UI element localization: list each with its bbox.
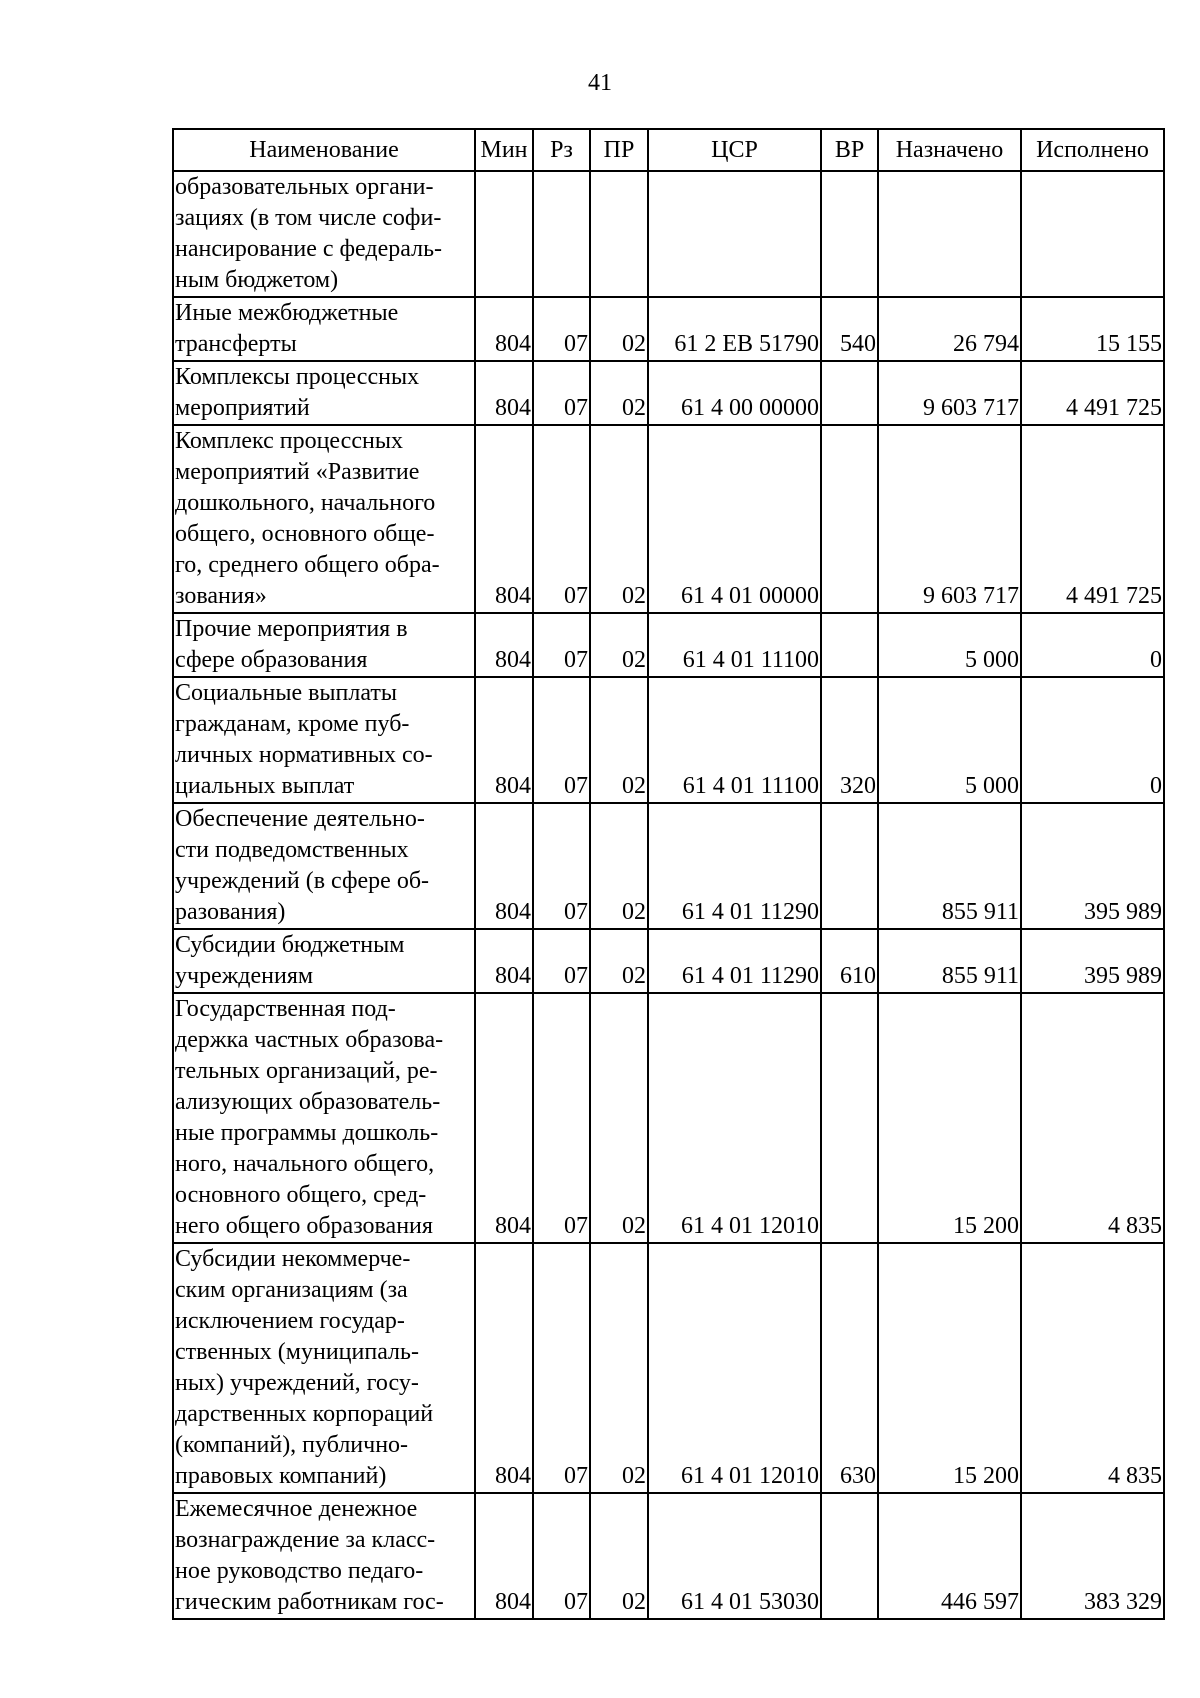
header-rz: Рз — [533, 129, 590, 171]
cell-rz: 07 — [533, 297, 590, 361]
cell-executed: 4 835 — [1021, 993, 1164, 1243]
cell-name-line: Комплексы процессных — [175, 364, 420, 390]
cell-name — [173, 677, 475, 803]
table-row — [173, 361, 1164, 425]
cell-csr — [648, 171, 821, 297]
cell-name-line: (компаний), публично- — [175, 1432, 409, 1458]
cell-name-line: разования) — [175, 899, 286, 925]
table-header-row — [173, 129, 1164, 171]
table-row — [173, 993, 1164, 1243]
cell-executed: 395 989 — [1021, 803, 1164, 929]
cell-csr: 61 4 01 12010 — [648, 1243, 821, 1493]
cell-pr — [590, 171, 648, 297]
cell-executed: 395 989 — [1021, 929, 1164, 993]
cell-min: 804 — [475, 929, 533, 993]
cell-name-line: дошкольного, начального — [175, 490, 436, 516]
cell-name-line: основного общего, сред- — [175, 1182, 427, 1208]
cell-min: 804 — [475, 1493, 533, 1619]
cell-rz: 07 — [533, 361, 590, 425]
cell-name — [173, 171, 475, 297]
cell-csr: 61 4 01 11290 — [648, 929, 821, 993]
cell-name — [173, 1243, 475, 1493]
cell-rz: 07 — [533, 929, 590, 993]
cell-assigned: 446 597 — [878, 1493, 1021, 1619]
table-body — [173, 171, 1164, 1619]
cell-csr: 61 4 01 11100 — [648, 677, 821, 803]
cell-name — [173, 425, 475, 613]
cell-csr: 61 2 ЕВ 51790 — [648, 297, 821, 361]
cell-name-line: держка частных образова- — [175, 1027, 444, 1053]
cell-name — [173, 613, 475, 677]
cell-name-line: Государственная под- — [175, 996, 396, 1022]
cell-vr: 320 — [821, 677, 878, 803]
cell-name-line: мероприятий — [175, 395, 310, 421]
cell-vr — [821, 361, 878, 425]
cell-name — [173, 803, 475, 929]
cell-csr: 61 4 01 11290 — [648, 803, 821, 929]
cell-csr: 61 4 01 00000 — [648, 425, 821, 613]
cell-vr: 630 — [821, 1243, 878, 1493]
cell-vr — [821, 425, 878, 613]
table-row — [173, 297, 1164, 361]
table-row — [173, 677, 1164, 803]
cell-rz: 07 — [533, 425, 590, 613]
cell-name-line: мероприятий «Развитие — [175, 459, 420, 485]
cell-name-line: го, среднего общего обра- — [175, 552, 440, 578]
cell-csr: 61 4 00 00000 — [648, 361, 821, 425]
cell-name-line: Прочие мероприятия в — [175, 616, 408, 642]
cell-name-line: Комплекс процессных — [175, 428, 403, 454]
cell-min: 804 — [475, 677, 533, 803]
cell-name-line: циальных выплат — [175, 773, 355, 799]
cell-name-line: ным бюджетом) — [175, 267, 339, 293]
cell-name-line: гическим работникам гос- — [175, 1589, 444, 1615]
cell-assigned: 26 794 — [878, 297, 1021, 361]
cell-pr: 02 — [590, 297, 648, 361]
cell-assigned — [878, 171, 1021, 297]
cell-rz: 07 — [533, 613, 590, 677]
cell-csr: 61 4 01 12010 — [648, 993, 821, 1243]
cell-assigned: 855 911 — [878, 803, 1021, 929]
cell-pr: 02 — [590, 361, 648, 425]
cell-name-line: Ежемесячное денежное — [175, 1496, 418, 1522]
header-name: Наименование — [173, 129, 475, 171]
header-assigned: Назначено — [878, 129, 1021, 171]
header-vr: ВР — [821, 129, 878, 171]
cell-vr — [821, 171, 878, 297]
cell-rz: 07 — [533, 1243, 590, 1493]
cell-min: 804 — [475, 425, 533, 613]
cell-pr: 02 — [590, 613, 648, 677]
cell-name-line: учреждениям — [175, 963, 314, 989]
cell-name-line: Субсидии некоммерче- — [175, 1246, 411, 1272]
cell-vr: 540 — [821, 297, 878, 361]
cell-name-line: образовательных органи- — [175, 174, 434, 200]
cell-name — [173, 1493, 475, 1619]
cell-pr: 02 — [590, 993, 648, 1243]
cell-pr: 02 — [590, 1493, 648, 1619]
cell-vr: 610 — [821, 929, 878, 993]
header-pr: ПР — [590, 129, 648, 171]
cell-pr: 02 — [590, 803, 648, 929]
cell-name-line: зования» — [175, 583, 267, 609]
cell-name-line: правовых компаний) — [175, 1463, 387, 1489]
cell-assigned: 15 200 — [878, 993, 1021, 1243]
cell-rz: 07 — [533, 803, 590, 929]
header-executed: Исполнено — [1021, 129, 1164, 171]
cell-executed — [1021, 171, 1164, 297]
cell-name-line: ским организациям (за — [175, 1277, 408, 1303]
cell-rz: 07 — [533, 1493, 590, 1619]
cell-executed: 4 491 725 — [1021, 361, 1164, 425]
cell-name-line: дарственных корпораций — [175, 1401, 434, 1427]
cell-name-line: тельных организаций, ре- — [175, 1058, 438, 1084]
cell-executed: 4 835 — [1021, 1243, 1164, 1493]
cell-name-line: Субсидии бюджетным — [175, 932, 405, 958]
cell-name-line: Иные межбюджетные — [175, 300, 399, 326]
table-row — [173, 1243, 1164, 1493]
cell-name-line: исключением государ- — [175, 1308, 405, 1334]
cell-name-line: сти подведомственных — [175, 837, 409, 863]
cell-min: 804 — [475, 1243, 533, 1493]
cell-assigned: 9 603 717 — [878, 425, 1021, 613]
cell-min — [475, 171, 533, 297]
budget-table — [172, 128, 1165, 1620]
cell-min: 804 — [475, 993, 533, 1243]
cell-name-line: учреждений (в сфере об- — [175, 868, 430, 894]
cell-name-line: ное руководство педаго- — [175, 1558, 424, 1584]
cell-executed: 4 491 725 — [1021, 425, 1164, 613]
cell-pr: 02 — [590, 677, 648, 803]
cell-executed: 383 329 — [1021, 1493, 1164, 1619]
page-number: 41 — [588, 70, 612, 96]
cell-name-line: вознаграждение за класс- — [175, 1527, 436, 1553]
cell-name — [173, 361, 475, 425]
cell-name-line: личных нормативных со- — [175, 742, 433, 768]
table-row — [173, 425, 1164, 613]
cell-rz: 07 — [533, 677, 590, 803]
cell-vr — [821, 613, 878, 677]
cell-name — [173, 297, 475, 361]
cell-name — [173, 929, 475, 993]
table-row — [173, 929, 1164, 993]
cell-name-line: ственных (муниципаль- — [175, 1339, 419, 1365]
table-row — [173, 803, 1164, 929]
cell-name-line: трансферты — [175, 331, 297, 357]
cell-name-line: сфере образования — [175, 647, 368, 673]
cell-name-line: общего, основного обще- — [175, 521, 435, 547]
cell-csr: 61 4 01 53030 — [648, 1493, 821, 1619]
cell-min: 804 — [475, 297, 533, 361]
cell-vr — [821, 993, 878, 1243]
cell-assigned: 9 603 717 — [878, 361, 1021, 425]
table-row — [173, 613, 1164, 677]
cell-vr — [821, 803, 878, 929]
header-min: Мин — [475, 129, 533, 171]
cell-executed: 0 — [1021, 677, 1164, 803]
cell-name-line: нансирование с федераль- — [175, 236, 443, 262]
cell-name-line: ные программы дошколь- — [175, 1120, 439, 1146]
cell-pr: 02 — [590, 1243, 648, 1493]
cell-assigned: 5 000 — [878, 677, 1021, 803]
cell-vr — [821, 1493, 878, 1619]
cell-executed: 15 155 — [1021, 297, 1164, 361]
cell-name-line: гражданам, кроме пуб- — [175, 711, 410, 737]
cell-name-line: ализующих образователь- — [175, 1089, 441, 1115]
cell-min: 804 — [475, 361, 533, 425]
table-row — [173, 1493, 1164, 1619]
cell-name-line: ных) учреждений, госу- — [175, 1370, 419, 1396]
cell-assigned: 855 911 — [878, 929, 1021, 993]
cell-assigned: 15 200 — [878, 1243, 1021, 1493]
cell-name-line: него общего образования — [175, 1213, 433, 1239]
cell-name — [173, 993, 475, 1243]
cell-pr: 02 — [590, 929, 648, 993]
cell-name-line: ного, начального общего, — [175, 1151, 435, 1177]
cell-min: 804 — [475, 613, 533, 677]
cell-name-line: Социальные выплаты — [175, 680, 398, 706]
header-csr: ЦСР — [648, 129, 821, 171]
cell-pr: 02 — [590, 425, 648, 613]
cell-min: 804 — [475, 803, 533, 929]
cell-rz — [533, 171, 590, 297]
table-row — [173, 171, 1164, 297]
cell-executed: 0 — [1021, 613, 1164, 677]
cell-name-line: Обеспечение деятельно- — [175, 806, 425, 832]
cell-name-line: зациях (в том числе софи- — [175, 205, 442, 231]
cell-assigned: 5 000 — [878, 613, 1021, 677]
cell-csr: 61 4 01 11100 — [648, 613, 821, 677]
cell-rz: 07 — [533, 993, 590, 1243]
